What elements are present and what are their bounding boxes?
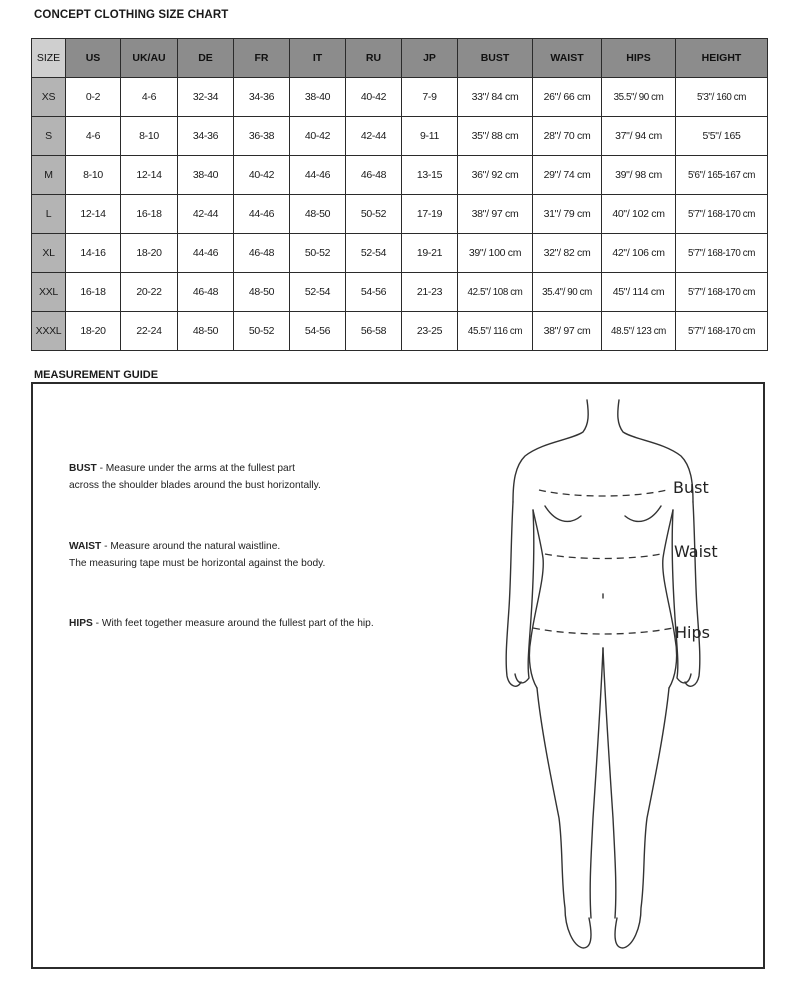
table-cell: 54-56: [346, 273, 402, 312]
column-header: UK/AU: [121, 39, 178, 78]
table-cell: 40-42: [290, 117, 346, 156]
table-cell: 5'7"/ 168-170 cm: [676, 273, 768, 312]
hips-label: Hips: [675, 623, 710, 642]
table-cell: 36-38: [234, 117, 290, 156]
table-cell: 12-14: [66, 195, 121, 234]
table-cell: 18-20: [121, 234, 178, 273]
table-cell: 44-46: [178, 234, 234, 273]
table-cell: 8-10: [66, 156, 121, 195]
size-chart-table: [31, 38, 768, 351]
table-cell: 48-50: [178, 312, 234, 351]
table-row: [32, 156, 768, 195]
table-row: [32, 273, 768, 312]
table-cell: 39"/ 98 cm: [602, 156, 676, 195]
table-cell: 5'6"/ 165-167 cm: [676, 156, 768, 195]
size-cell: XXXL: [32, 312, 66, 351]
table-cell: 17-19: [402, 195, 458, 234]
size-cell: XXL: [32, 273, 66, 312]
table-header-row: [32, 39, 768, 78]
bust-term: BUST: [69, 463, 97, 474]
table-cell: 50-52: [234, 312, 290, 351]
column-header: JP: [402, 39, 458, 78]
table-cell: 23-25: [402, 312, 458, 351]
table-cell: 4-6: [66, 117, 121, 156]
table-cell: 21-23: [402, 273, 458, 312]
size-cell: M: [32, 156, 66, 195]
table-cell: 46-48: [178, 273, 234, 312]
table-cell: 5'3"/ 160 cm: [676, 78, 768, 117]
column-header: WAIST: [533, 39, 602, 78]
table-cell: 42"/ 106 cm: [602, 234, 676, 273]
bust-label: Bust: [673, 478, 709, 497]
column-header: FR: [234, 39, 290, 78]
size-cell: L: [32, 195, 66, 234]
table-cell: 48-50: [234, 273, 290, 312]
table-cell: 42-44: [346, 117, 402, 156]
column-header: BUST: [458, 39, 533, 78]
table-row: [32, 234, 768, 273]
table-cell: 44-46: [234, 195, 290, 234]
hips-instructions: [69, 615, 374, 632]
waist-term: WAIST: [69, 541, 102, 552]
table-cell: 5'7"/ 168-170 cm: [676, 312, 768, 351]
table-cell: 37"/ 94 cm: [602, 117, 676, 156]
column-header: RU: [346, 39, 402, 78]
table-cell: 35.5"/ 90 cm: [602, 78, 676, 117]
table-cell: 38-40: [178, 156, 234, 195]
table-row: [32, 195, 768, 234]
table-cell: 52-54: [290, 273, 346, 312]
hips-term: HIPS: [69, 618, 93, 629]
table-row: [32, 78, 768, 117]
table-cell: 19-21: [402, 234, 458, 273]
table-cell: 46-48: [234, 234, 290, 273]
table-cell: 42-44: [178, 195, 234, 234]
table-cell: 35"/ 88 cm: [458, 117, 533, 156]
table-cell: 40-42: [346, 78, 402, 117]
table-cell: 5'7"/ 168-170 cm: [676, 234, 768, 273]
table-cell: 16-18: [66, 273, 121, 312]
table-cell: 32-34: [178, 78, 234, 117]
table-cell: 42.5"/ 108 cm: [458, 273, 533, 312]
table-cell: 5'7"/ 168-170 cm: [676, 195, 768, 234]
table-cell: 48-50: [290, 195, 346, 234]
table-row: [32, 117, 768, 156]
bust-line-2: across the shoulder blades around the bust horizontally.: [69, 480, 321, 491]
bust-line-1: - Measure under the arms at the fullest part: [96, 463, 295, 474]
table-cell: 39"/ 100 cm: [458, 234, 533, 273]
waist-label: Waist: [674, 542, 718, 561]
table-cell: 34-36: [178, 117, 234, 156]
table-cell: 33"/ 84 cm: [458, 78, 533, 117]
bust-instructions: [69, 460, 321, 494]
table-cell: 44-46: [290, 156, 346, 195]
table-cell: 36"/ 92 cm: [458, 156, 533, 195]
table-cell: 26"/ 66 cm: [533, 78, 602, 117]
table-cell: 40-42: [234, 156, 290, 195]
table-cell: 40"/ 102 cm: [602, 195, 676, 234]
waist-line-2: The measuring tape must be horizontal against the body.: [69, 558, 326, 569]
column-header: IT: [290, 39, 346, 78]
table-cell: 29"/ 74 cm: [533, 156, 602, 195]
table-cell: 13-15: [402, 156, 458, 195]
hips-line-1: - With feet together measure around the fullest part of the hip.: [92, 618, 374, 629]
table-cell: 34-36: [234, 78, 290, 117]
size-cell: XS: [32, 78, 66, 117]
table-cell: 46-48: [346, 156, 402, 195]
table-cell: 28"/ 70 cm: [533, 117, 602, 156]
table-cell: 8-10: [121, 117, 178, 156]
table-cell: 14-16: [66, 234, 121, 273]
column-header: SIZE: [32, 39, 66, 78]
size-cell: XL: [32, 234, 66, 273]
table-cell: 45.5"/ 116 cm: [458, 312, 533, 351]
table-row: [32, 312, 768, 351]
table-cell: 20-22: [121, 273, 178, 312]
table-cell: 31"/ 79 cm: [533, 195, 602, 234]
column-header: US: [66, 39, 121, 78]
size-cell: S: [32, 117, 66, 156]
table-cell: 9-11: [402, 117, 458, 156]
table-cell: 4-6: [121, 78, 178, 117]
table-cell: 16-18: [121, 195, 178, 234]
measurement-guide-title: MEASUREMENT GUIDE: [34, 369, 159, 381]
column-header: HEIGHT: [676, 39, 768, 78]
table-cell: 18-20: [66, 312, 121, 351]
column-header: DE: [178, 39, 234, 78]
table-cell: 56-58: [346, 312, 402, 351]
waist-instructions: [69, 538, 325, 572]
table-cell: 5'5"/ 165: [676, 117, 768, 156]
measurement-guide-panel: [31, 382, 765, 969]
table-cell: 54-56: [290, 312, 346, 351]
column-header: HIPS: [602, 39, 676, 78]
page-title: CONCEPT CLOTHING SIZE CHART: [34, 9, 229, 21]
table-cell: 38"/ 97 cm: [458, 195, 533, 234]
table-cell: 35.4"/ 90 cm: [533, 273, 602, 312]
table-cell: 38-40: [290, 78, 346, 117]
table-cell: 22-24: [121, 312, 178, 351]
table-cell: 38"/ 97 cm: [533, 312, 602, 351]
table-cell: 52-54: [346, 234, 402, 273]
table-cell: 12-14: [121, 156, 178, 195]
table-cell: 50-52: [346, 195, 402, 234]
table-cell: 45"/ 114 cm: [602, 273, 676, 312]
table-cell: 48.5"/ 123 cm: [602, 312, 676, 351]
table-cell: 7-9: [402, 78, 458, 117]
table-cell: 50-52: [290, 234, 346, 273]
waist-line-1: - Measure around the natural waistline.: [101, 541, 281, 552]
table-cell: 0-2: [66, 78, 121, 117]
table-cell: 32"/ 82 cm: [533, 234, 602, 273]
